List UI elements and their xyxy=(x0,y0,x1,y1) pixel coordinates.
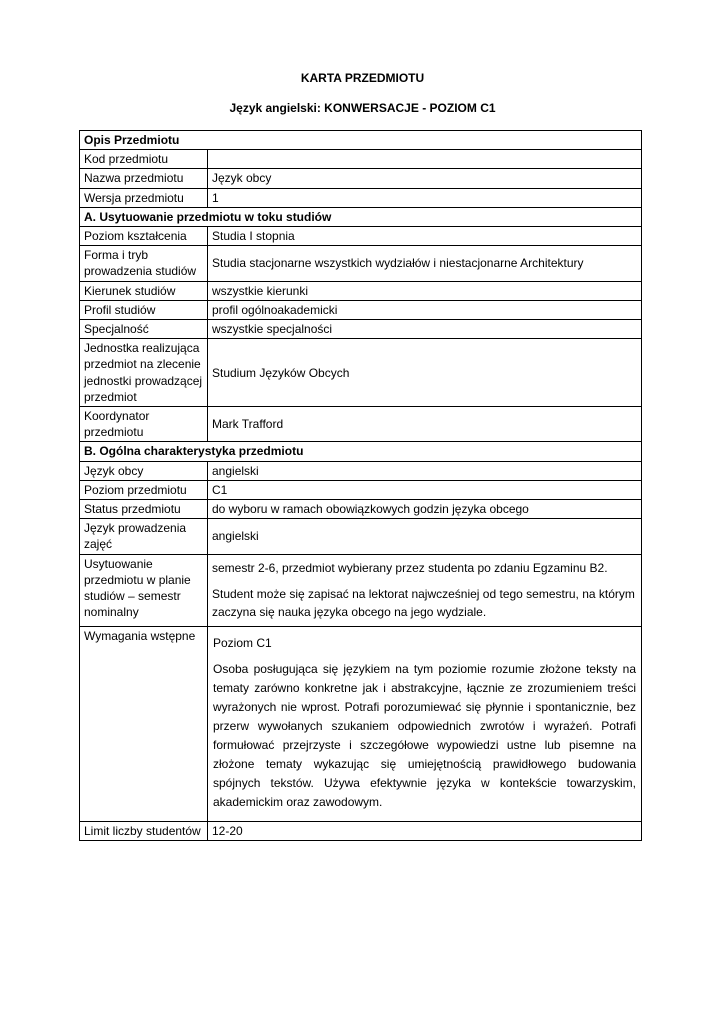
table-row xyxy=(80,227,642,246)
row-label: Poziom kształcenia xyxy=(80,227,208,246)
row-value: Studium Języków Obcych xyxy=(208,339,642,407)
table-row xyxy=(80,320,642,339)
row-value: Język obcy xyxy=(208,169,642,188)
row-label: Wersja przedmiotu xyxy=(80,188,208,207)
section-a-row xyxy=(80,207,642,226)
placement-value xyxy=(208,554,642,626)
row-label: Nazwa przedmiotu xyxy=(80,169,208,188)
table-row xyxy=(80,169,642,188)
row-value: wszystkie kierunki xyxy=(208,281,642,300)
course-card-table xyxy=(79,130,642,841)
table-row xyxy=(80,519,642,554)
table-header-row xyxy=(80,131,642,150)
row-label: Usytuowanie przedmiotu w planie studiów – semestr nominalny xyxy=(80,554,208,626)
row-label: Jednostka realizująca przedmiot na zlecenie jednostki prowadzącej przedmiot xyxy=(80,339,208,407)
section-b-row xyxy=(80,442,642,461)
section-b-heading: B. Ogólna charakterystyka przedmiotu xyxy=(80,442,642,461)
table-row xyxy=(80,300,642,319)
row-label: Limit liczby studentów xyxy=(80,822,208,841)
table-row xyxy=(80,281,642,300)
row-label: Kierunek studiów xyxy=(80,281,208,300)
table-row xyxy=(80,188,642,207)
limit-row xyxy=(80,822,642,841)
row-value: angielski xyxy=(208,519,642,554)
row-label: Kod przedmiotu xyxy=(80,150,208,169)
table-row xyxy=(80,500,642,519)
row-value xyxy=(208,150,642,169)
requirements-level: Poziom C1 xyxy=(213,635,272,650)
requirements-value xyxy=(208,626,642,821)
table-row xyxy=(80,150,642,169)
row-value: C1 xyxy=(208,480,642,499)
row-value: angielski xyxy=(208,461,642,480)
row-value: profil ogólnoakademicki xyxy=(208,300,642,319)
table-row xyxy=(80,246,642,281)
row-label: Wymagania wstępne xyxy=(80,626,208,821)
placement-row xyxy=(80,554,642,626)
table-header: Opis Przedmiotu xyxy=(80,131,642,150)
placement-paragraph-2: Student może się zapisać na lektorat najwcześniej od tego semestru, na którym zaczyna się nauka języka obcego na jego wydziale. xyxy=(212,586,635,619)
row-label: Język obcy xyxy=(80,461,208,480)
table-row xyxy=(80,339,642,407)
table-row xyxy=(80,461,642,480)
section-a-heading: A. Usytuowanie przedmiotu w toku studiów xyxy=(80,207,642,226)
row-value: 1 xyxy=(208,188,642,207)
requirements-description: Osoba posługująca się językiem na tym poziomie rozumie złożone teksty na tematy zarówno konkretne jak i abstrakcyjne, łącznie ze zrozumieniem treści wyrażonych nie wprost. Potrafi porozumiewać się płynnie i spontanicznie, bez przerw wywołanych szukaniem odpowiednich zwrotów i wyrażeń. Potrafi formułować przejrzyste i szczegółowe wypowiedzi ustne lub pisemne na złożone tematy wykazując się umiejętnością prawidłowego budowania spójnych tekstów. Używa efektywnie języka w kontekście towarzyskim, akademickim oraz zawodowym. xyxy=(213,662,636,810)
row-label: Forma i tryb prowadzenia studiów xyxy=(80,246,208,281)
row-value: 12-20 xyxy=(208,822,642,841)
table-row xyxy=(80,407,642,442)
row-label: Język prowadzenia zajęć xyxy=(80,519,208,554)
row-label: Profil studiów xyxy=(80,300,208,319)
row-value: Studia I stopnia xyxy=(208,227,642,246)
table-row xyxy=(80,480,642,499)
requirements-row xyxy=(80,626,642,821)
row-label: Koordynator przedmiotu xyxy=(80,407,208,442)
document-title: KARTA PRZEDMIOTU xyxy=(300,71,425,85)
document-subtitle: Język angielski: KONWERSACJE - POZIOM C1 xyxy=(229,101,496,115)
row-value: do wyboru w ramach obowiązkowych godzin języka obcego xyxy=(208,500,642,519)
row-value: wszystkie specjalności xyxy=(208,320,642,339)
row-label: Poziom przedmiotu xyxy=(80,480,208,499)
row-value: Studia stacjonarne wszystkich wydziałów i niestacjonarne Architektury xyxy=(208,246,642,281)
row-value: Mark Trafford xyxy=(208,407,642,442)
placement-paragraph-1: semestr 2-6, przedmiot wybierany przez studenta po zdaniu Egzaminu B2. xyxy=(212,560,608,575)
row-label: Status przedmiotu xyxy=(80,500,208,519)
row-label: Specjalność xyxy=(80,320,208,339)
